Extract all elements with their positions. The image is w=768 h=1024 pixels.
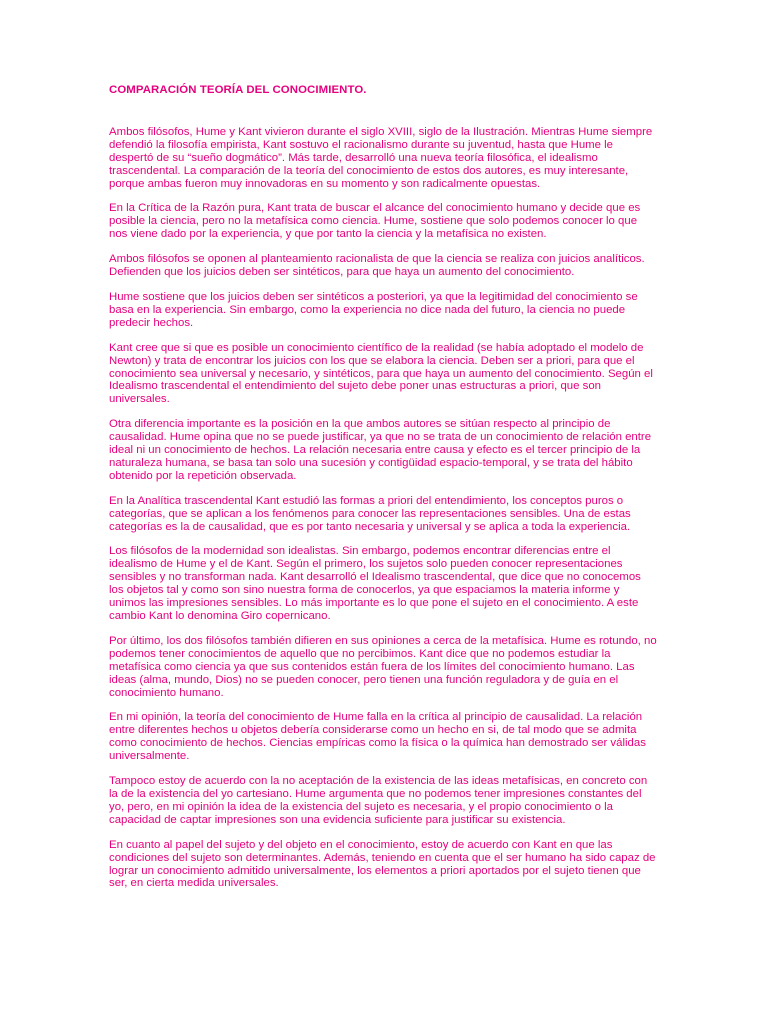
paragraph-9: Por último, los dos filósofos también difieren en sus opiniones a cerca de la metafísica. Hume es rotundo, no podemos tener conocimientos de aquello que no percibimos. Kant dice que no podemos estudiar la metafísica como ciencia ya que sus contenidos están fuera de los límites del conocimiento humano. Las ideas (alma, mundo, Dios) no se pueden conocer, pero tienen una función reguladora y de guía en el conocimiento humano. bbox=[109, 634, 657, 699]
paragraph-6: Otra diferencia importante es la posición en la que ambos autores se sitúan respecto al principio de causalidad. Hume opina que no se puede justificar, ya que no se trata de un conocimiento de relación entre ideal ni un conocimiento de hechos. La relación necesaria entre causa y efecto es el tercer principio de la naturaleza humana, se basa tan solo una sucesión y contigüidad espacio-temporal, y se trata del hábito obtenido por la repetición observada. bbox=[109, 418, 652, 482]
paragraph-7: En la Analítica trascendental Kant estudió las formas a priori del entendimiento, los conceptos puros o categorías, que se aplican a los fenómenos para conocer las representaciones sensibles. Una de estas categorías es la de causalidad, que es por tanto necesaria y universal y se aplica a toda la experiencia. bbox=[109, 494, 631, 533]
paragraph-12: En cuanto al papel del sujeto y del objeto en el conocimiento, estoy de acuerdo con Kant en que las condiciones del sujeto son determinantes. Además, teniendo en cuenta que el ser humano ha sido capaz de lograr un conocimiento admitido universalmente, los elementos a priori aportados por el sujeto tienen que ser, en cierta medida universales. bbox=[109, 838, 656, 890]
paragraph-1: Ambos filósofos, Hume y Kant vivieron durante el siglo XVIII, siglo de la Ilustración. Mientras Hume siempre defendió la filosofía empirista, Kant sostuvo el racionalismo durante su juventud, hasta que Hume le despertó de su “sueño dogmático”. Más tarde, desarrolló una nueva teoría filosófica, el idealismo trascendental. La comparación de la teoría del conocimiento de estos dos autores, es muy interesante, porque ambas fueron muy innovadoras en su momento y son radicalmente opuestas. bbox=[109, 125, 653, 190]
document-page bbox=[109, 84, 657, 902]
paragraph-4: Hume sostiene que los juicios deben ser sintéticos a posteriori, ya que la legitimidad del conocimiento se basa en la experiencia. Sin embargo, como la experiencia no dice nada del futuro, la ciencia no puede predecir hechos. bbox=[109, 290, 638, 329]
paragraph-2: En la Crítica de la Razón pura, Kant trata de buscar el alcance del conocimiento humano y decide que es posible la ciencia, pero no la metafísica como ciencia. Hume, sostiene que solo podemos conocer lo que nos viene dado por la experiencia, y que por tanto la ciencia y la metafísica no existen. bbox=[109, 202, 641, 241]
paragraph-8: Los filósofos de la modernidad son idealistas. Sin embargo, podemos encontrar diferencias entre el idealismo de Hume y el de Kant. Según el primero, los sujetos solo pueden conocer representaciones sensibles y no transforman nada. Kant desarrolló el Idealismo trascendental, que dice que no conocemos los objetos tal y como son sino nuestra forma de conocerlos, ya que espaciamos la materia informe y unimos las impresiones sensibles. Lo más importante es lo que pone el sujeto en el conocimiento. A este cambio Kant lo denomina Giro copernicano. bbox=[109, 545, 641, 622]
paragraph-3: Ambos filósofos se oponen al planteamiento racionalista de que la ciencia se realiza con juicios analíticos. Defienden que los juicios deben ser sintéticos, para que haya un aumento del conocimiento. bbox=[109, 253, 645, 279]
paragraph-5: Kant cree que si que es posible un conocimiento científico de la realidad (se había adoptado el modelo de Newton) y trata de encontrar los juicios con los que se elabora la ciencia. Deben ser a priori, para que el conocimiento sea universal y necesario, y sintéticos, para que haya un aumento del conocimiento. Según el Idealismo trascendental el entendimiento del sujeto debe poner unas estructuras a priori, que son universales. bbox=[109, 341, 653, 406]
paragraph-10: En mi opinión, la teoría del conocimiento de Hume falla en la crítica al principio de causalidad. La relación entre diferentes hechos u objetos debería considerarse como un hecho en si, de tal modo que se admita como conocimiento de hechos. Ciencias empíricas como la física o la química han demostrado ser válidas universalmente. bbox=[109, 711, 646, 763]
document-title: COMPARACIÓN TEORÍA DEL CONOCIMIENTO. bbox=[109, 84, 367, 96]
paragraph-11: Tampoco estoy de acuerdo con la no aceptación de la existencia de las ideas metafísicas, en concreto con la de la existencia del yo cartesiano. Hume argumenta que no podemos tener impresiones constantes del yo, pero, en mi opinión la idea de la existencia del sujeto es necesaria, y el propio conocimiento o la capacidad de captar impresiones son una evidencia suficiente para justificar su existencia. bbox=[109, 775, 648, 826]
